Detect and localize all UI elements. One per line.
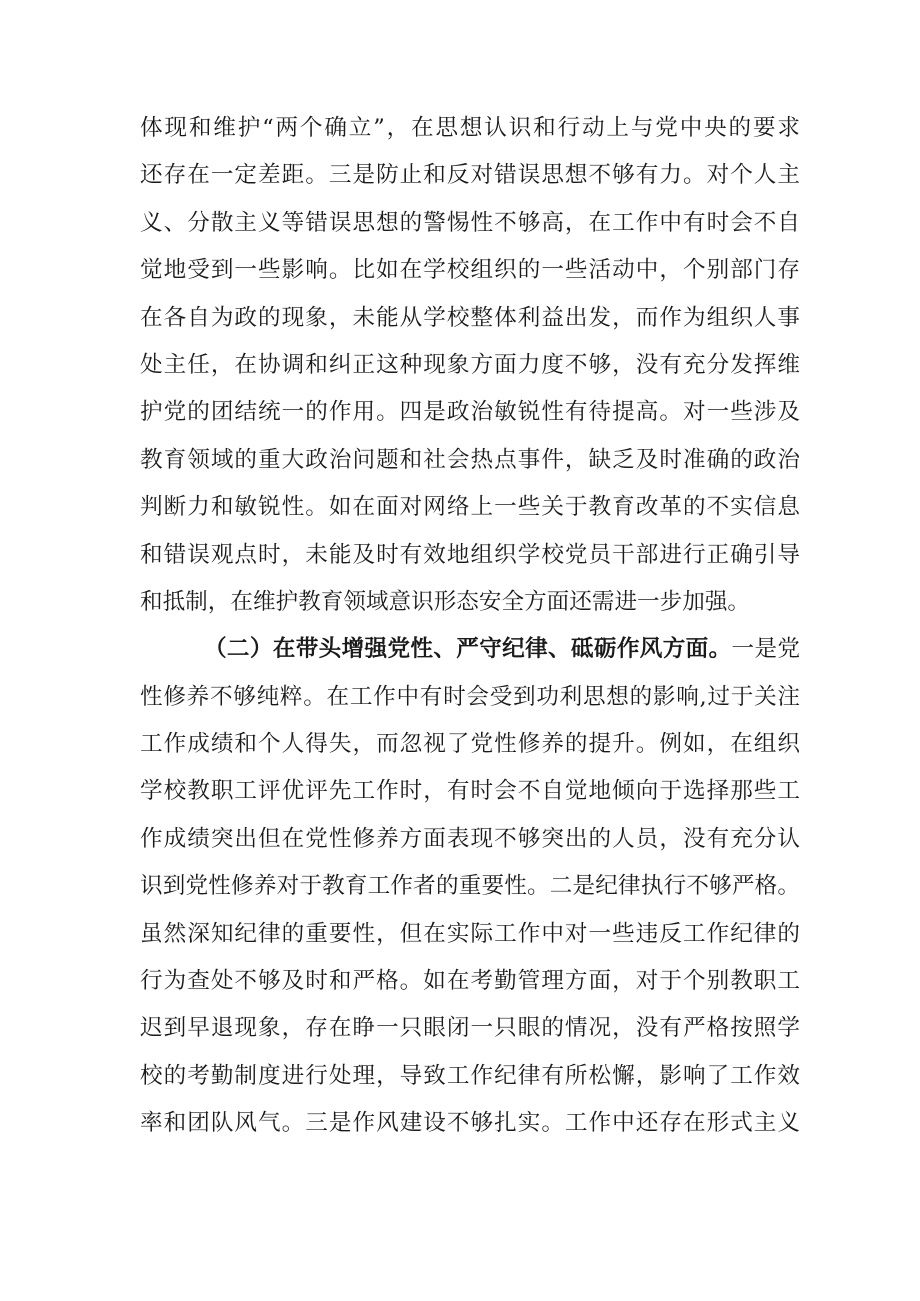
paragraph-line: 工作成绩和个人得失，而忽视了党性修养的提升。例如，在组织 bbox=[140, 731, 800, 758]
paragraph-line: 体现和维护“两个确立”，在思想认识和行动上与党中央的要求 bbox=[140, 115, 800, 141]
paragraph-line: 觉地受到一些影响。比如在学校组织的一些活动中，个别部门存 bbox=[140, 257, 800, 284]
paragraph-line: 学校教职工评优评先工作时，有时会不自觉地倾向于选择那些工 bbox=[140, 778, 800, 805]
section-heading-line bbox=[140, 626, 800, 673]
paragraph-line: 迟到早退现象，存在睁一只眼闭一只眼的情况，没有严格按照学 bbox=[140, 1015, 800, 1042]
paragraph-line: 率和团队风气。三是作风建设不够扎实。工作中还存在形式主义 bbox=[140, 1110, 800, 1137]
paragraph-line: 作成绩突出但在党性修养方面表现不够突出的人员，没有充分认 bbox=[140, 825, 800, 852]
section-heading: （二）在带头增强党性、严守纪律、砥砺作风方面。 bbox=[204, 636, 732, 663]
section-heading-continuation: 一是党 bbox=[731, 636, 801, 663]
paragraph-line: 教育领域的重大政治问题和社会热点事件，缺乏及时准确的政治 bbox=[140, 446, 800, 473]
document-body bbox=[140, 105, 800, 1148]
paragraph-line: 和抵制，在维护教育领域意识形态安全方面还需进一步加强。 bbox=[140, 588, 751, 615]
paragraph-line: 性修养不够纯粹。在工作中有时会受到功利思想的影响,过于关注 bbox=[140, 683, 800, 710]
paragraph-line: 校的考勤制度进行处理，导致工作纪律有所松懈，影响了工作效 bbox=[140, 1062, 800, 1089]
paragraph-line: 虽然深知纪律的重要性，但在实际工作中对一些违反工作纪律的 bbox=[140, 920, 800, 947]
paragraph-line: 行为查处不够及时和严格。如在考勤管理方面，对于个别教职工 bbox=[140, 968, 800, 995]
paragraph-line: 判断力和敏锐性。如在面对网络上一些关于教育改革的不实信息 bbox=[140, 494, 800, 521]
paragraph-line: 和错误观点时，未能及时有效地组织学校党员干部进行正确引导 bbox=[140, 541, 800, 568]
paragraph-line: 护党的团结统一的作用。四是政治敏锐性有待提高。对一些涉及 bbox=[140, 399, 800, 426]
paragraph-line: 识到党性修养对于教育工作者的重要性。二是纪律执行不够严格。 bbox=[140, 873, 800, 900]
paragraph-line: 义、分散主义等错误思想的警惕性不够高，在工作中有时会不自 bbox=[140, 209, 800, 236]
paragraph-line: 处主任，在协调和纠正这种现象方面力度不够，没有充分发挥维 bbox=[140, 351, 800, 378]
paragraph-line: 在各自为政的现象，未能从学校整体利益出发，而作为组织人事 bbox=[140, 304, 800, 331]
paragraph-line: 还存在一定差距。三是防止和反对错误思想不够有力。对个人主 bbox=[140, 162, 800, 189]
